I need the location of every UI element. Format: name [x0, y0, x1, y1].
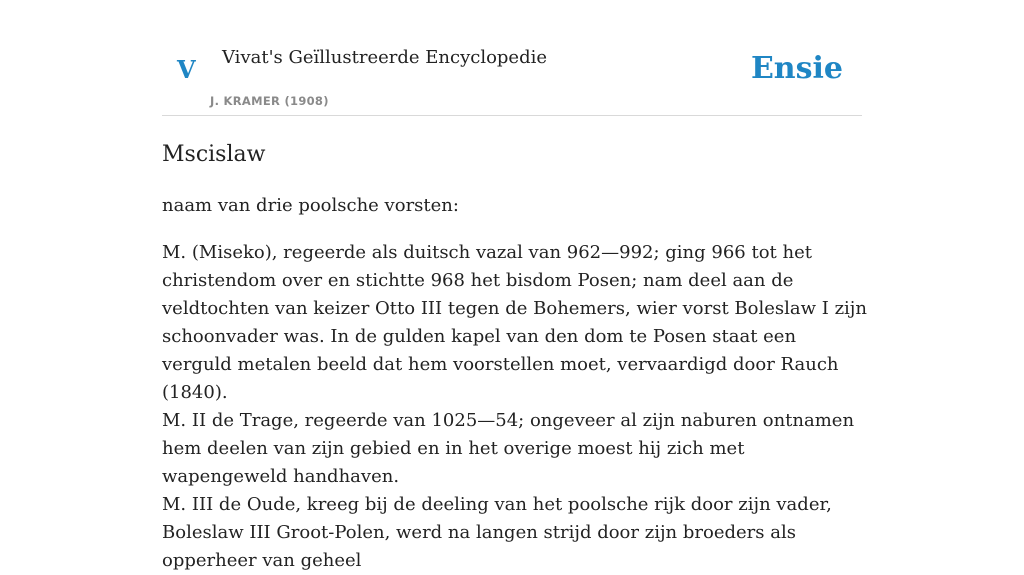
- article-paragraph: M. (Miseko), regeerde als duitsch vazal van 962—992; ging 966 tot het christendom over en stichtte 968 het bisdom Posen; nam deel aan de veldtochten van keizer Otto III tegen de Bohemers, wier vorst Boleslaw I zijn schoonvader was. In de gulden kapel van den dom te Posen staat een verguld metalen beeld dat hem voorstellen moet, vervaardigd door Rauch (1840).: [162, 242, 867, 403]
- article-body: [162, 239, 868, 575]
- brand-logo-link[interactable]: Ensie: [750, 51, 843, 86]
- header: [162, 0, 862, 116]
- article-paragraph: M. III de Oude, kreeg bij de deeling van het poolsche rijk door zijn vader, Boleslaw III Groot-Polen, werd na langen strijd door zijn broeders als opperheer van geheel: [162, 494, 832, 571]
- article-title: Mscislaw: [162, 142, 266, 167]
- publication-author: J. KRAMER (1908): [210, 94, 329, 108]
- article-paragraph: M. II de Trage, regeerde van 1025—54; ongeveer al zijn naburen ontnamen hem deelen van zijn gebied en in het overige moest hij zich met wapengeweld handhaven.: [162, 410, 855, 487]
- publication-title[interactable]: Vivat's Geïllustreerde Encyclopedie: [222, 47, 548, 68]
- page: [162, 0, 867, 571]
- publication-logo[interactable]: V: [177, 55, 196, 84]
- article-intro: naam van drie poolsche vorsten:: [162, 195, 459, 216]
